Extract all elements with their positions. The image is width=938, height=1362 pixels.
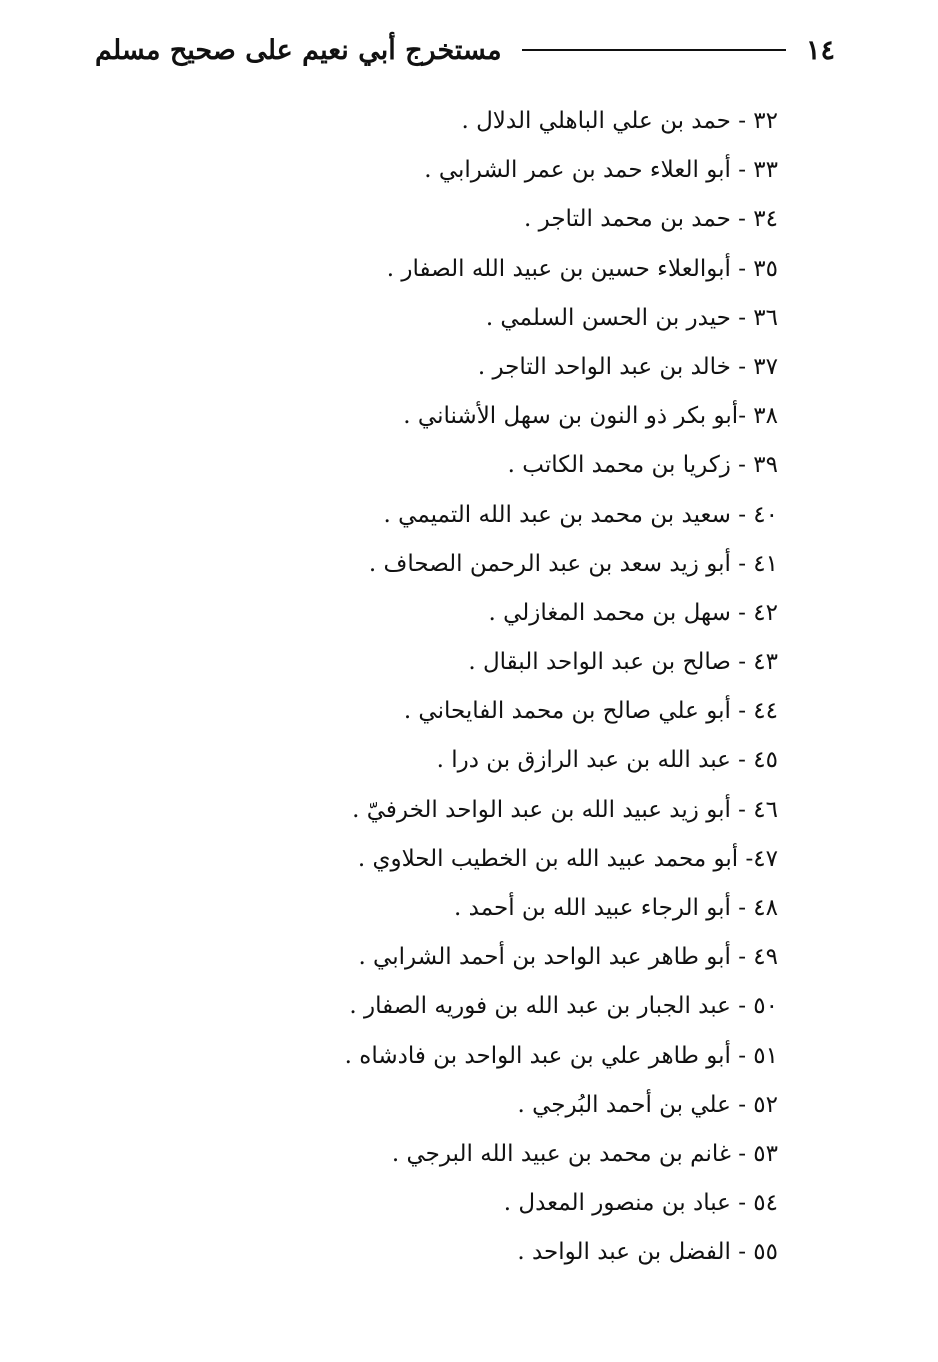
list-item: ٤٩ - أبو طاهر عبد الواحد بن أحمد الشرابي . bbox=[358, 944, 778, 971]
list-item: ٤١ - أبو زيد سعد بن عبد الرحمن الصحاف . bbox=[368, 550, 778, 577]
list-item: ٣٤ - حمد بن محمد التاجر . bbox=[524, 206, 778, 233]
list-item: ٤٨ - أبو الرجاء عبيد الله بن أحمد . bbox=[454, 895, 778, 921]
list-item: ٤٧- أبو محمد عبيد الله بن الخطيب الحلاوي . bbox=[357, 845, 778, 872]
list-item: ٥٢ - علي بن أحمد البُرجي . bbox=[517, 1091, 778, 1118]
list-item: ٥٥ - الفضل بن عبد الواحد . bbox=[517, 1239, 778, 1266]
list-item: ٣٥ - أبوالعلاء حسين بن عبيد الله الصفار . bbox=[386, 255, 778, 282]
list-item: ٣٩ - زكريا بن محمد الكاتب . bbox=[507, 452, 778, 479]
book-title: مستخرج أبي نعيم على صحيح مسلم bbox=[95, 34, 502, 66]
list-item: ٣٣ - أبو العلاء حمد بن عمر الشرابي . bbox=[424, 157, 778, 184]
list-item: ٤٣ - صالح بن عبد الواحد البقال . bbox=[468, 649, 778, 676]
list-item: ٣٦ - حيدر بن الحسن السلمي . bbox=[485, 304, 778, 331]
list-item: ٤٥ - عبد الله بن عبد الرازق بن درا . bbox=[436, 747, 778, 774]
page-number: ١٤ bbox=[805, 34, 835, 66]
header-rule bbox=[522, 49, 786, 51]
page-header bbox=[95, 28, 835, 72]
list-item: ٥٣ - غانم بن محمد بن عبيد الله البرجي . bbox=[391, 1140, 778, 1167]
list-item: ٥٤ - عباد بن منصور المعدل . bbox=[503, 1190, 778, 1217]
list-item: ٣٧ - خالد بن عبد الواحد التاجر . bbox=[477, 353, 778, 380]
list-item: ٤٠ - سعيد بن محمد بن عبد الله التميمي . bbox=[383, 501, 778, 528]
list-item: ٤٦ - أبو زيد عبيد الله بن عبد الواحد الخرفيّ . bbox=[352, 796, 778, 823]
list-item: ٥١ - أبو طاهر علي بن عبد الواحد بن فادشاه . bbox=[344, 1042, 778, 1069]
list-item: ٥٠ - عبد الجبار بن عبد الله بن فوريه الصفار . bbox=[349, 993, 778, 1020]
entry-list bbox=[344, 97, 778, 1278]
list-item: ٣٨ -أبو بكر ذو النون بن سهل الأشناني . bbox=[403, 403, 778, 430]
list-item: ٤٢ - سهل بن محمد المغازلي . bbox=[488, 599, 778, 626]
list-item: ٣٢ - حمد بن علي الباهلي الدلال . bbox=[461, 108, 778, 134]
list-item: ٤٤ - أبو علي صالح بن محمد الفايحاني . bbox=[403, 698, 778, 725]
